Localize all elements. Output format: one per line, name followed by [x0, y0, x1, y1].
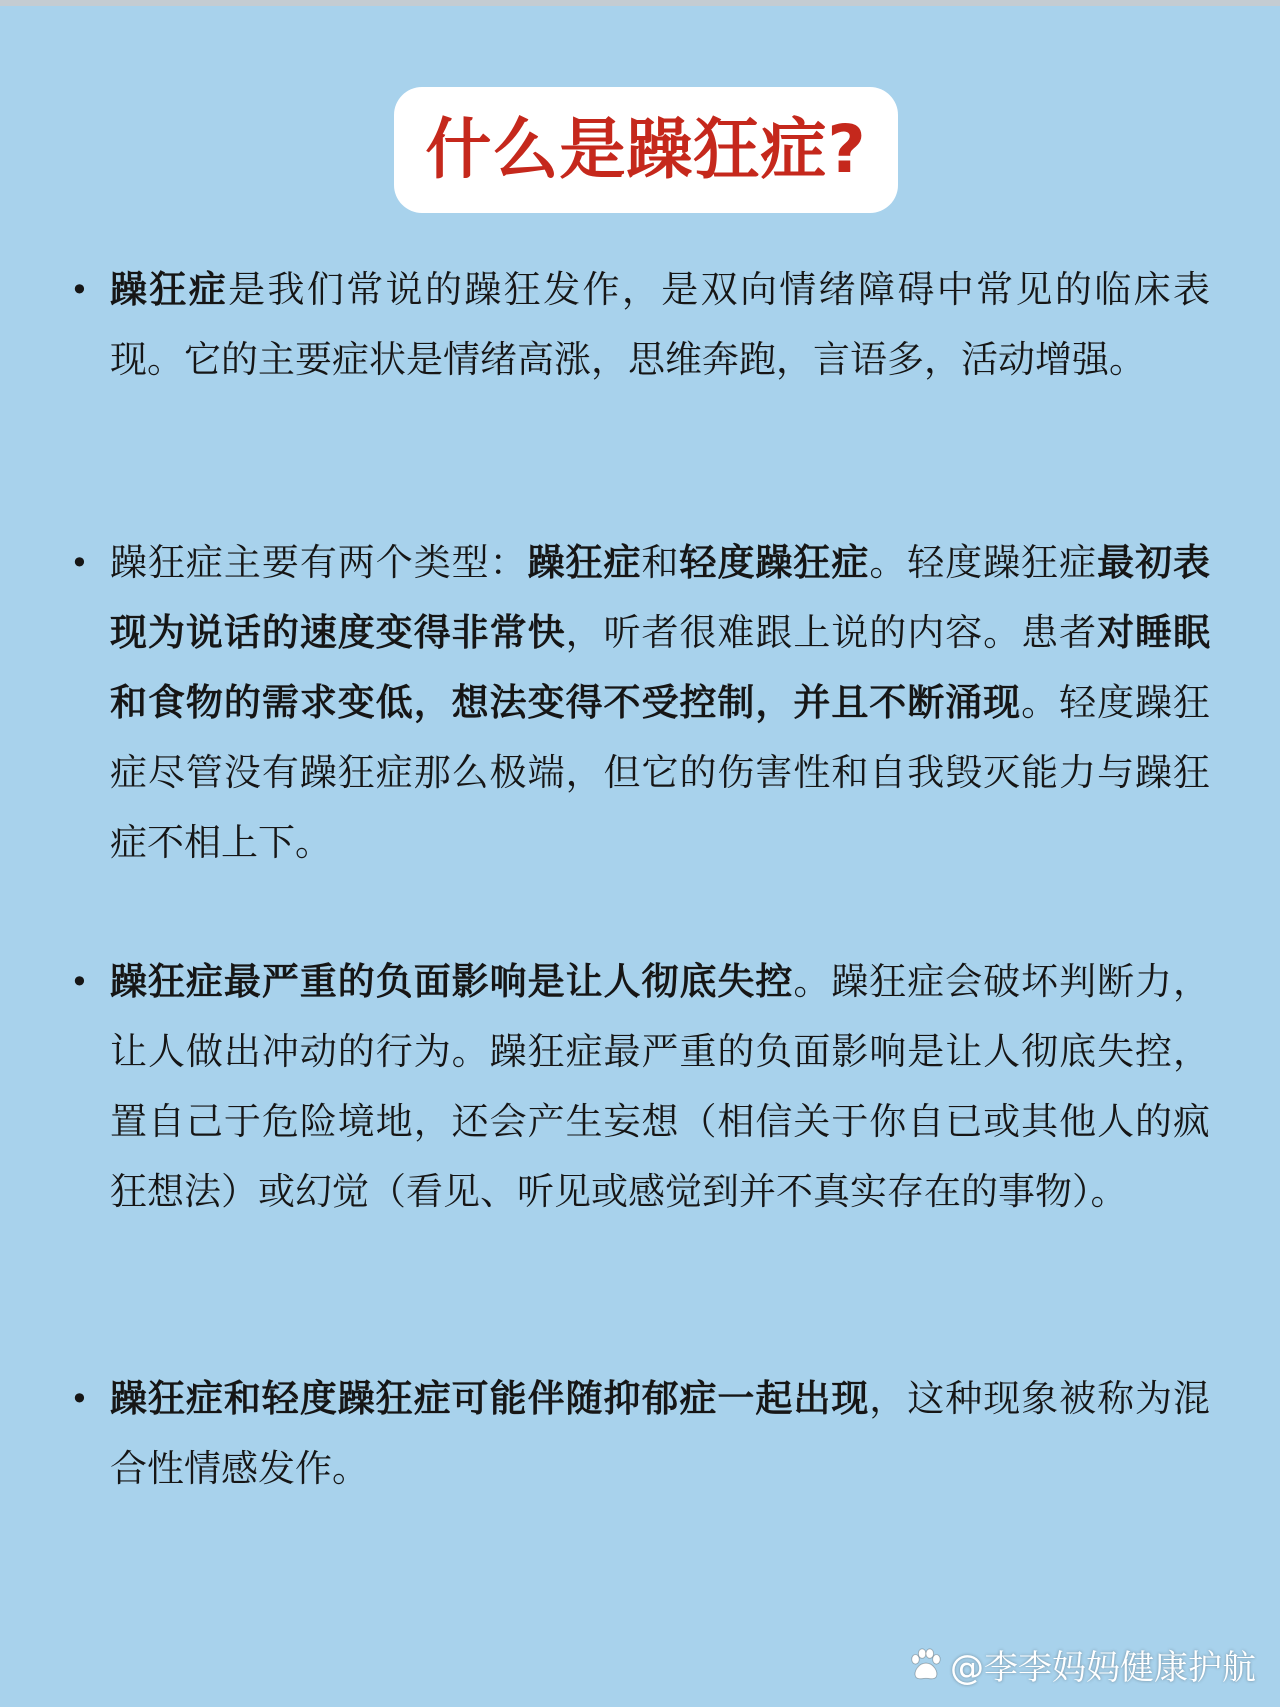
- bullet-dot: •: [70, 1380, 89, 1418]
- title-box: [394, 87, 898, 213]
- page-title: 什么是躁狂症?: [425, 111, 867, 188]
- body-text: 。轻度躁狂症: [869, 541, 1098, 584]
- bullet-dot: •: [70, 271, 89, 309]
- top-strip: [0, 0, 1280, 6]
- bold-text: 躁狂症和轻度躁狂症可能伴随抑郁症一起出现: [110, 1377, 870, 1420]
- body-text: ，这种现象被称为混合性情感发作。: [110, 1377, 1211, 1490]
- bullet-item-1: [70, 255, 1211, 395]
- body-text: 。躁狂症会破坏判断力，让人做出冲动的行为。躁狂症最严重的负面影响是让人彻底失控，置自己于危险境地，还会产生妄想（相信关于你自已或其他人的疯狂想法）或幻觉（看见、听见或感觉到并不真实存在的事物）。: [110, 960, 1211, 1213]
- baidu-paw-icon: [906, 1646, 944, 1684]
- body-text: 。轻度躁狂症尽管没有躁狂症那么极端，但它的伤害性和自我毁灭能力与躁狂症不相上下。: [110, 681, 1211, 864]
- body-text: 躁狂症主要有两个类型：: [110, 541, 528, 584]
- bullet-dot: •: [70, 544, 89, 582]
- bold-text: 躁狂症最严重的负面影响是让人彻底失控: [110, 960, 794, 1003]
- bullet-item-2: [70, 528, 1211, 878]
- bold-text: 躁狂症: [110, 268, 229, 311]
- bold-text: 最初表现为说话的速度变得非常快: [110, 541, 1211, 654]
- bold-text: 对睡眠和食物的需求变低，想法变得不受控制，并且不断涌现: [110, 611, 1211, 724]
- bold-text: 轻度躁狂症: [679, 541, 870, 584]
- bullet-item-3: [70, 947, 1211, 1227]
- bullet-dot: •: [70, 963, 89, 1001]
- bold-text: 躁狂症: [527, 541, 642, 584]
- body-text: 和: [641, 541, 680, 584]
- body-text: ，听者很难跟上说的内容。患者: [565, 611, 1098, 654]
- body-text: 是我们常说的躁狂发作，是双向情绪障碍中常见的临床表现。它的主要症状是情绪高涨，思维奔跑，言语多，活动增强。: [110, 268, 1211, 381]
- watermark-text: @李李妈妈健康护航: [950, 1648, 1256, 1688]
- bullet-item-4: [70, 1364, 1211, 1504]
- watermark: [906, 1640, 1256, 1689]
